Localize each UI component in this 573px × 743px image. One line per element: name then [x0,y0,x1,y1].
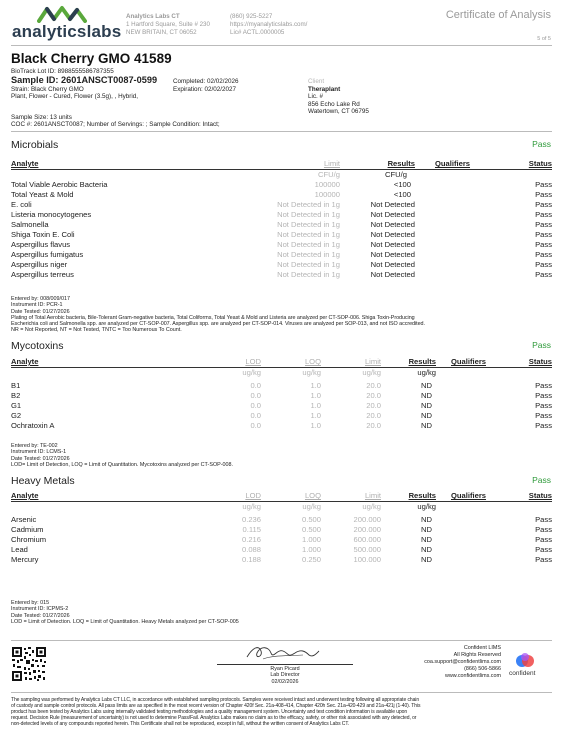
limit: Not Detected in 1g [277,200,340,209]
disclaimer-line: non-detected levels of any compounds reported herein. This Certificate shall not be reproduced, except in full, without the written consent of Analytics Labs CT. [11,721,350,727]
unit: ug/kg [302,368,321,377]
result: Not Detected [370,220,415,229]
analyte: Total Yeast & Mold [11,190,74,199]
result: ND [421,421,432,430]
status: Pass [535,535,552,544]
signature-date: 02/02/2026 [271,678,299,685]
col-limit: Limit [364,491,381,500]
table-header-row [11,159,552,169]
table-row [11,391,552,401]
limit: 20.0 [366,401,381,410]
loq: 1.000 [301,535,321,544]
note-line: LOD= Limit of Detection, LOQ = Limit of Quantitation. Mycotoxins analyzed per CT-SOP-008. [11,461,234,468]
lod: 0.236 [241,515,261,524]
col-loq: LOQ [304,491,321,500]
limit: 20.0 [366,391,381,400]
result: ND [421,381,432,390]
status: Pass [535,200,552,209]
loq: 1.0 [310,421,321,430]
analyte: B1 [11,381,21,390]
col-lod: LOD [245,357,261,366]
mycotoxins-title: Mycotoxins [11,340,64,352]
client-lic: Lic. # [308,93,324,101]
signer-title: Lab Director [270,672,300,679]
table-row [11,260,552,270]
result: Not Detected [370,260,415,269]
status: Pass [535,190,552,199]
confident-website[interactable]: www.confidentlims.com [444,673,501,679]
unit: ug/kg [242,368,261,377]
note-line: Plating of Total Aerobic bacteria, Bile-Tolerant Gram-negative bacteria, Total Coliforms, Total Yeast & Mold and Listeria are analyzed per CT-SOP-006. Shiga Toxin-Producing [11,314,415,321]
note-line: Instrument ID: PCR-1 [11,302,63,309]
limit: 200.000 [353,515,381,524]
table-row [11,270,552,280]
note-line: Entered by: 008/009/017 [11,296,71,302]
table-row [11,220,552,230]
mycotoxins-notes [11,443,233,468]
disclaimer-line: The sampling was performed by Analytics Labs CT LLC, in accordance with established sampling protocols. Samples were received intact and underwent testing following all appropriate chain [11,697,420,703]
disclaimer-line: of custody and sample control protocols. All pass limits are as specified in the most recent version of Chapter 420f Sec. 21a-408-414, Chapter 420h Sec. 21a-420-429 and 21a-421j (1-40). This [11,703,421,709]
heavy-metals-title: Heavy Metals [11,475,75,487]
table-row [11,555,552,565]
lab-name: Analytics Labs CT [126,13,180,20]
result: Not Detected [370,240,415,249]
confident-email[interactable]: coa.support@confidentlims.com [424,659,501,665]
loq: 1.0 [310,401,321,410]
sample-size: Sample Size: 13 units [11,114,72,121]
result: <100 [393,180,411,189]
analyte: Chromium [11,535,47,544]
lod: 0.0 [250,381,261,390]
table-row [11,545,552,555]
note-line: Instrument ID: LCMS-1 [11,449,67,456]
note-line: Date Tested: 01/27/2026 [11,455,70,462]
confident-info [424,645,501,680]
unit: ug/kg [417,502,436,511]
lab-address1: 1 Hartford Square, Suite # 230 [126,21,210,28]
unit: ug/kg [302,502,321,511]
lod: 0.115 [242,525,261,534]
analyte: Lead [11,545,28,554]
disclaimer [11,697,559,727]
table-header-row [11,491,552,501]
lab-license: Lic# ACTL.0000005 [230,29,285,36]
status: Pass [535,525,552,534]
status: Pass [535,180,552,189]
analyte: Aspergillus fumigatus [11,250,84,259]
limit: 600.000 [353,535,381,544]
table-row [11,421,552,431]
signature-block [217,666,353,685]
col-status: Status [528,491,552,500]
col-analyte: Analyte [11,357,39,366]
analyte: Total Viable Aerobic Bacteria [11,180,108,189]
result: Not Detected [370,270,415,279]
table-row [11,250,552,260]
disclaimer-line: product has been tested by Analytics Labs using internally validated testing methodologies and a quality management system. Uncertainty and test condition information is available upon [11,709,408,715]
status: Pass [535,270,552,279]
table-row [11,190,552,200]
loq: 1.0 [310,381,321,390]
loq: 0.500 [301,525,321,534]
note-line: Date Tested: 01/27/2026 [11,308,70,315]
table-row [11,180,552,190]
lod: 0.0 [250,391,261,400]
analyte: Cadmium [11,525,44,534]
status: Pass [535,555,552,564]
limit: 500.000 [353,545,381,554]
col-qualifiers: Qualifiers [450,357,487,366]
loq: 0.250 [301,555,321,564]
product-name: Black Cherry GMO 41589 [11,51,172,66]
client-block [308,78,369,116]
footer-divider [11,640,552,641]
limit: Not Detected in 1g [277,270,340,279]
microbials-title: Microbials [11,139,59,151]
strain: Strain: Black Cherry GMO [11,86,84,93]
col-limit: Limit [364,357,381,366]
note-line: NR = Not Reported, NT = Not Tested, TNTC = Too Numerous To Count. [11,327,182,334]
table-row [11,200,552,210]
expiration-date: Expiration: 02/02/2027 [173,86,237,93]
unit: ug/kg [362,368,381,377]
qr-code-icon [11,646,47,682]
doc-title: Certificate of Analysis [445,9,551,21]
result: ND [421,545,432,554]
col-results: Results [387,159,415,168]
confident-logo-icon [515,652,535,668]
result: Not Detected [370,210,415,219]
mycotoxins-rows [11,368,552,431]
unit: ug/kg [362,502,381,511]
confident-brand: confident [509,670,536,677]
lab-phone: (860) 925-5227 [230,13,273,20]
note-line: Entered by: TE-002 [11,443,58,449]
col-status: Status [528,159,552,168]
product-divider [11,131,552,132]
analyte: G1 [11,401,22,410]
col-status: Status [528,357,552,366]
note-line: LOD = Limit of Detection. LOQ = Limit of Quantitation. Heavy Metals analyzed per CT-SOP-005 [11,618,239,625]
limit: 20.0 [366,381,381,390]
limit: 100000 [314,190,340,199]
col-qualifiers: Qualifiers [450,491,487,500]
col-lod: LOD [245,491,261,500]
table-row [11,515,552,525]
limit: 100.000 [353,555,381,564]
analyte: Mercury [11,555,39,564]
limit: Not Detected in 1g [277,230,340,239]
result: Not Detected [370,250,415,259]
loq: 1.0 [310,391,321,400]
heavy-metals-rows [11,502,552,565]
table-header-row [11,357,552,367]
col-analyte: Analyte [11,491,39,500]
limit: Not Detected in 1g [277,210,340,219]
mycotoxins-status: Pass [532,340,551,350]
heavy-metals-status: Pass [532,475,551,485]
mycotoxins-table [11,357,552,367]
results-unit: CFU/g [385,170,407,179]
result: Not Detected [370,200,415,209]
col-qualifiers: Qualifiers [434,159,471,168]
lod: 0.216 [241,535,261,544]
status: Pass [535,515,552,524]
table-row [11,401,552,411]
result: ND [421,391,432,400]
limit: Not Detected in 1g [277,220,340,229]
lod: 0.0 [250,421,261,430]
client-name: Theraplant [308,85,341,93]
lod: 0.088 [241,545,261,554]
limit-unit: CFU/g [318,170,340,179]
coc-info: COC #: 2601ANSCT0087; Number of Servings: ; Sample Condition: Intact; [11,121,220,128]
limit: 20.0 [366,421,381,430]
unit-row [11,368,552,378]
table-row [11,411,552,421]
table-row [11,535,552,545]
status: Pass [535,240,552,249]
unit: ug/kg [242,502,261,511]
col-limit: Limit [323,159,340,168]
table-row [11,240,552,250]
table-row [11,381,552,391]
microbials-rows [11,170,552,280]
biotrack-lot: BioTrack Lot ID: 8988555586787355 [11,68,114,75]
note-line: Escherichia coli and Salmonella spp. are analyzed per CT-SOP-007. Aspergillus spp. are analyzed per CT-SOP-014. Viruses are analyzed per SOP-013, and not ISO accredited. [11,321,425,328]
loq: 0.500 [301,515,321,524]
limit: 200.000 [353,525,381,534]
confident-line: Confident LIMS [463,645,501,651]
result: ND [421,411,432,420]
heavy-metals-table [11,491,552,501]
status: Pass [535,230,552,239]
result: ND [421,525,432,534]
sample-id: Sample ID: 2601ANSCT0087-0599 [11,75,158,85]
status: Pass [535,220,552,229]
lab-website[interactable]: https://myanalyticslabs.com/ [230,21,308,28]
microbials-status: Pass [532,139,551,149]
table-row [11,525,552,535]
result: ND [421,535,432,544]
status: Pass [535,391,552,400]
analyte: Shiga Toxin E. Coli [11,230,75,239]
note-line: Date Tested: 01/27/2026 [11,612,70,619]
analyte: Aspergillus terreus [11,270,74,279]
result: Not Detected [370,230,415,239]
logo [12,5,122,41]
client-label: Client [308,78,325,85]
analyte: Arsenic [11,515,37,524]
status: Pass [535,250,552,259]
status: Pass [535,260,552,269]
disclaimer-divider [11,692,552,693]
analyte: Ochratoxin A [11,421,55,430]
client-address1: 856 Echo Lake Rd [308,100,360,108]
col-loq: LOQ [304,357,321,366]
result: ND [421,401,432,410]
signature-icon [243,643,321,663]
status: Pass [535,411,552,420]
microbials-notes [11,296,556,334]
limit: Not Detected in 1g [277,240,340,249]
confident-phone: (866) 506-5866 [464,666,501,672]
limit: 20.0 [366,411,381,420]
client-address2: Watertown, CT 06795 [308,108,369,116]
table-row [11,210,552,220]
analyte: E. coli [11,200,32,209]
status: Pass [535,545,552,554]
logo-text: analyticslabs [12,22,122,41]
unit-row [11,502,552,512]
limit: Not Detected in 1g [277,260,340,269]
analyte: Aspergillus flavus [11,240,71,249]
loq: 1.000 [301,545,321,554]
analyte: Listeria monocytogenes [11,210,92,219]
signer-name: Ryan Picard [270,666,300,672]
completed-date: Completed: 02/02/2026 [173,78,239,85]
col-results: Results [408,491,436,500]
logo-mark-icon [37,5,87,23]
lod: 0.0 [250,401,261,410]
result: ND [421,555,432,564]
lab-contact [230,13,307,37]
loq: 1.0 [310,411,321,420]
microbials-table [11,159,552,169]
page-number: 5 of 5 [537,36,551,42]
matrix: Plant, Flower - Cured, Flower (3.5g), , Hybrid, [11,93,139,100]
col-results: Results [408,357,436,366]
note-line: Instrument ID: ICPMS-2 [11,606,69,613]
result: <100 [393,190,411,199]
status: Pass [535,421,552,430]
signature-line [217,664,353,665]
table-row [11,230,552,240]
limit: Not Detected in 1g [277,250,340,259]
disclaimer-line: request. Decision Rule (measurement of uncertainty) is not used to determine Pass/Fail. Analytics Labs makes no claim as to the efficacy, safety, or other risk associated with any detected, or [11,715,417,721]
analyte: Aspergillus niger [11,260,68,269]
col-analyte: Analyte [11,159,39,168]
lod: 0.0 [250,411,261,420]
analyte: B2 [11,391,21,400]
unit-row [11,170,552,180]
analyte: G2 [11,411,22,420]
unit: ug/kg [417,368,436,377]
header-divider [11,45,552,46]
lab-info [126,13,210,37]
confident-line: All Rights Reserved [453,652,501,658]
status: Pass [535,401,552,410]
lab-address2: NEW BRITAIN, CT 06052 [126,29,197,36]
result: ND [421,515,432,524]
limit: 100000 [314,180,340,189]
note-line: Entered by: 015 [11,600,50,606]
analyte: Salmonella [11,220,49,229]
lod: 0.188 [241,555,261,564]
heavy-metals-notes [11,600,239,625]
status: Pass [535,210,552,219]
status: Pass [535,381,552,390]
